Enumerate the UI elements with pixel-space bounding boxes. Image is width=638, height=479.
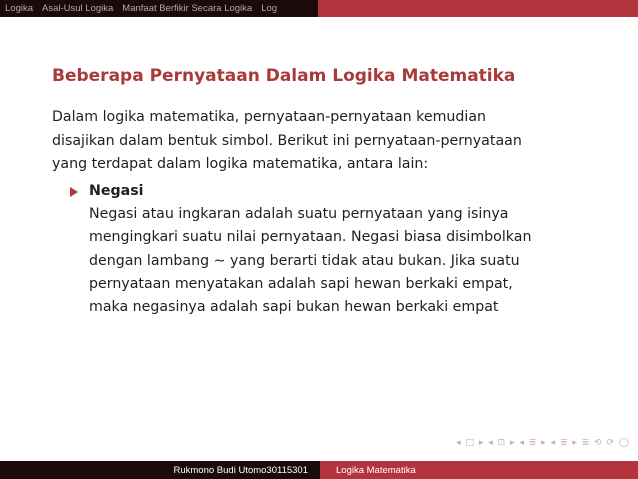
nav-section-logika[interactable]: Logika [5,3,33,14]
intro-line: disajikan dalam bentuk simbol. Berikut ini pernyataan-pernyataan [52,132,522,149]
beamer-navigation-icons[interactable]: ◂ □ ▸ ◂ ⊡ ▸ ◂ ≣ ▸ ◂ ≣ ▸ ≣ ⟲ ⟳ ◯ [456,438,630,448]
header-nav-sections [0,0,318,17]
list-item-line: mengingkari suatu nilai pernyataan. Negasi biasa disimbolkan [89,229,532,246]
list-item-line: dengan lambang ∼ yang berarti tidak atau bukan. Jika suatu [89,252,520,269]
intro-line: yang terdapat dalam logika matematika, antara lain: [52,156,429,172]
nav-section-manfaat[interactable]: Manfaat Berfikir Secara Logika [122,3,253,14]
list-item-content [89,180,609,319]
footer-bar [0,461,638,479]
header-accent-bar [318,0,638,17]
list-item-heading: Negasi [89,183,144,199]
footer-author-section [0,461,320,479]
frame-title: Beberapa Pernyataan Dalam Logika Matematika [52,66,516,86]
list-item-line: pernyataan menyatakan adalah sapi hewan berkaki empat, [89,275,513,292]
footer-title-section [320,461,638,479]
nav-section-truncated[interactable]: Log [261,3,278,14]
list-item-line: maka negasinya adalah sapi bukan hewan berkaki empat [89,299,499,316]
list-item-line: Negasi atau ingkaran adalah suatu pernyataan yang isinya [89,206,509,223]
nav-section-asal-usul[interactable]: Asal-Usul Logika [42,3,114,14]
intro-paragraph [52,106,592,177]
triangle-bullet-icon [70,187,78,197]
intro-line: Dalam logika matematika, pernyataan-pernyataan kemudian [52,109,487,125]
footer-author: Rukmono Budi Utomo30115301 [173,464,308,476]
header-navigation-bar [0,0,638,17]
footer-short-title: Logika Matematika [336,464,416,476]
